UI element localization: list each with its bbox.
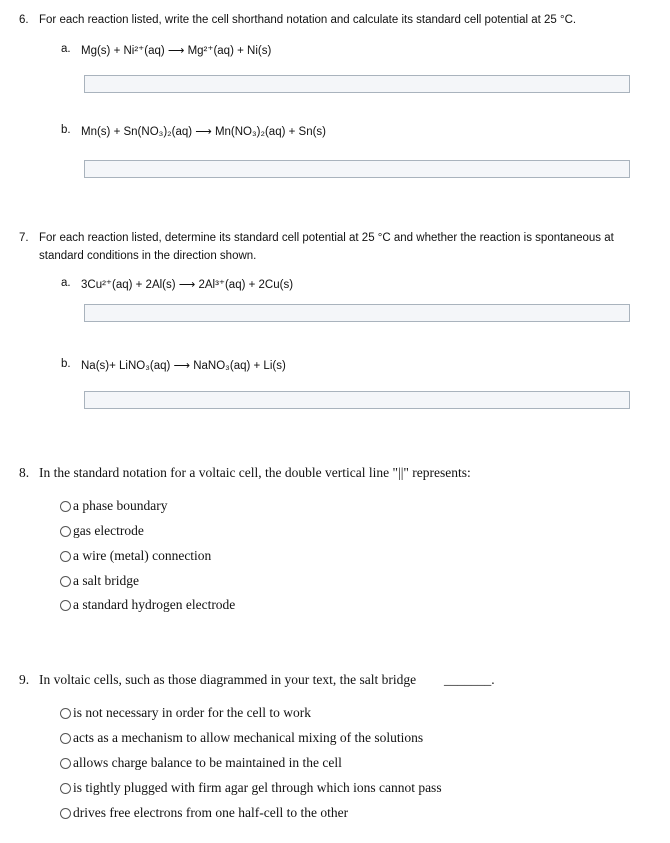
q9-prompt: In voltaic cells, such as those diagrammed in your text, the salt bridge	[39, 672, 417, 687]
q9-blank: _______.	[444, 672, 495, 687]
radio-button[interactable]	[60, 808, 71, 819]
radio-button[interactable]	[60, 526, 71, 537]
q6b-answer-input[interactable]	[84, 160, 630, 178]
q9-number: 9.	[19, 672, 30, 687]
radio-button[interactable]	[60, 576, 71, 587]
q6-prompt: For each reaction listed, write the cell shorthand notation and calculate its standard cell potential at 25 °C.	[39, 14, 577, 26]
radio-button[interactable]	[60, 708, 71, 719]
q8-option-label: a salt bridge	[73, 573, 139, 588]
q6a-equation: Mg(s) + Ni²⁺(aq) ⟶ Mg²⁺(aq) + Ni(s)	[81, 45, 272, 57]
q7-prompt-line1: For each reaction listed, determine its standard cell potential at 25 °C and whether the reaction is spontaneous at	[39, 232, 614, 244]
q6-number: 6.	[19, 14, 29, 26]
q8-number: 8.	[19, 465, 30, 480]
q8-option-label: a phase boundary	[73, 498, 168, 513]
q7b-equation: Na(s)+ LiNO₃(aq) ⟶ NaNO₃(aq) + Li(s)	[81, 360, 286, 372]
q7a-equation: 3Cu²⁺(aq) + 2Al(s) ⟶ 2Al³⁺(aq) + 2Cu(s)	[81, 279, 294, 291]
q8-option-label: a wire (metal) connection	[73, 548, 212, 563]
radio-button[interactable]	[60, 758, 71, 769]
q7b-answer-input[interactable]	[84, 391, 630, 409]
q9-option-label: drives free electrons from one half-cell to the other	[73, 805, 349, 820]
radio-button[interactable]	[60, 733, 71, 744]
radio-button[interactable]	[60, 783, 71, 794]
q7-prompt-line2: standard conditions in the direction shown.	[39, 250, 257, 262]
q7a-answer-input[interactable]	[84, 304, 630, 322]
q9-option-label: allows charge balance to be maintained in the cell	[73, 755, 342, 770]
q8-option-label: gas electrode	[73, 523, 144, 538]
q8-prompt: In the standard notation for a voltaic cell, the double vertical line "||" represents:	[39, 465, 471, 480]
radio-button[interactable]	[60, 501, 71, 512]
q9-option-label: is not necessary in order for the cell to work	[73, 705, 312, 720]
q7a-label: a.	[61, 277, 71, 289]
q6a-answer-input[interactable]	[84, 75, 630, 93]
q8-option-label: a standard hydrogen electrode	[73, 597, 236, 612]
q9-option-label: is tightly plugged with firm agar gel through which ions cannot pass	[73, 780, 442, 795]
q7-number: 7.	[19, 232, 29, 244]
q6b-equation: Mn(s) + Sn(NO₃)₂(aq) ⟶ Mn(NO₃)₂(aq) + Sn(s)	[81, 126, 327, 138]
q6a-label: a.	[61, 43, 71, 55]
q7b-label: b.	[61, 358, 71, 370]
q6b-label: b.	[61, 124, 71, 136]
radio-button[interactable]	[60, 551, 71, 562]
radio-button[interactable]	[60, 600, 71, 611]
q9-option-label: acts as a mechanism to allow mechanical mixing of the solutions	[73, 730, 424, 745]
